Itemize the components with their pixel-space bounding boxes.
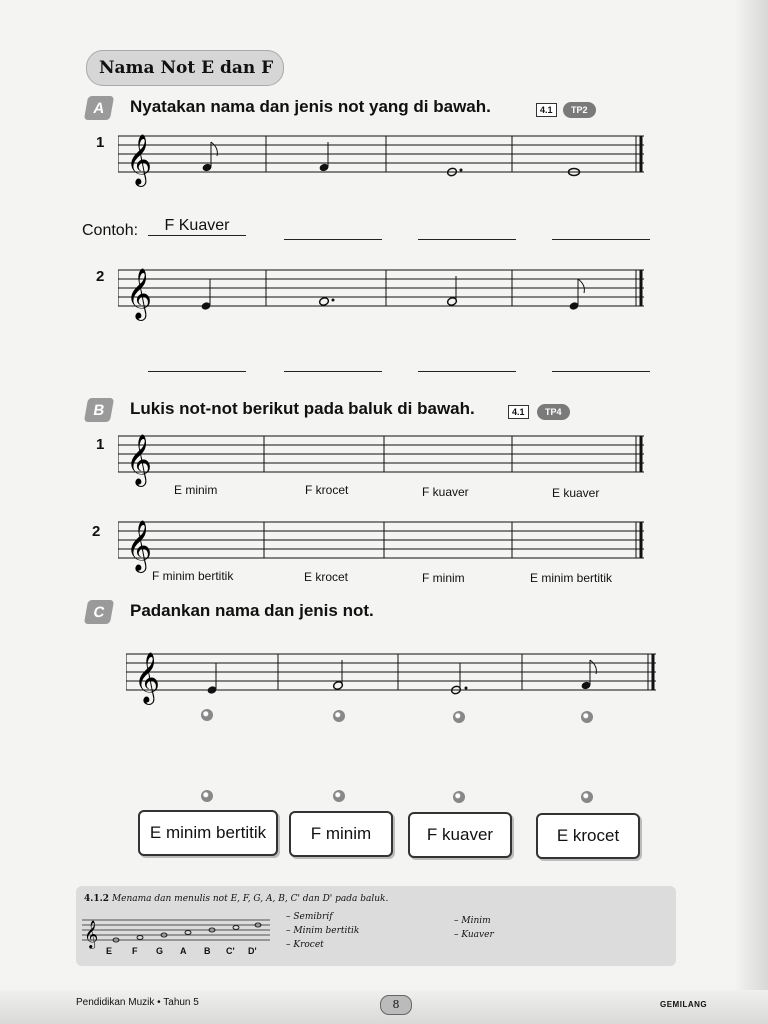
section-b-title: Lukis not-not berikut pada baluk di bawah. — [130, 399, 475, 418]
reference-note-letter: B — [204, 946, 211, 956]
answer-box[interactable]: F minim — [289, 811, 393, 857]
section-b-staff-1[interactable] — [118, 428, 646, 488]
note-f-minim — [447, 276, 458, 306]
answer-blank[interactable] — [552, 238, 650, 240]
reference-note-letter: G — [156, 946, 164, 956]
section-b-row2-label: E krocet — [304, 570, 349, 584]
page-title: Nama Not E dan F — [99, 58, 274, 78]
reference-note-letter: A — [180, 946, 187, 956]
section-b-row1-label: F krocet — [305, 483, 349, 497]
answer-blank[interactable] — [284, 238, 382, 240]
treble-clef-icon: 𝄞 — [126, 268, 153, 319]
treble-clef-icon: 𝄞 — [84, 920, 99, 948]
example-label: Contoh: — [82, 222, 139, 239]
learning-standard-description: Menama dan menulis not E, F, G, A, B, C' dan D' pada baluk. — [111, 894, 389, 904]
note-type-item: – Minim bertitik — [286, 926, 360, 936]
page-number: 8 — [380, 995, 412, 1015]
learning-standard-code: 4.1.2 — [84, 894, 110, 904]
match-dot-top[interactable] — [453, 711, 465, 723]
section-c-staff — [126, 646, 658, 706]
section-b-row1-label: E kuaver — [552, 486, 600, 500]
answer-box[interactable]: F kuaver — [408, 812, 512, 858]
answer-box[interactable]: E minim bertitik — [138, 810, 278, 856]
note-f-quaver — [202, 142, 218, 172]
note-type-item: – Semibrif — [286, 912, 333, 922]
section-a-title: Nyatakan nama dan jenis not yang di bawah. — [130, 97, 491, 116]
learning-standard-box — [76, 886, 676, 966]
match-dot-top[interactable] — [201, 709, 213, 721]
section-a-row2-number: 2 — [96, 268, 105, 285]
section-b-badge: B — [84, 398, 114, 422]
match-dot-bottom[interactable] — [333, 790, 345, 802]
section-b-row2-label: E minim bertitik — [530, 571, 613, 585]
section-a-staff-2 — [118, 262, 646, 322]
section-b-row1-label: F kuaver — [422, 485, 469, 499]
treble-clef-icon: 𝄞 — [126, 134, 153, 185]
answer-box[interactable]: E krocet — [536, 813, 640, 859]
section-b-standard-tag: 4.1 — [508, 405, 529, 419]
note-type-item: – Minim — [454, 916, 491, 926]
answer-blank[interactable] — [552, 370, 650, 372]
match-dot-top[interactable] — [581, 711, 593, 723]
page-edge-shadow — [734, 0, 768, 1024]
section-b-row1-label: E minim — [174, 483, 218, 497]
treble-clef-icon: 𝄞 — [134, 652, 161, 703]
example-answer: F Kuaver — [148, 217, 246, 236]
reference-note-letter: E — [106, 946, 113, 956]
reference-note-letter: C' — [226, 946, 235, 956]
answer-blank[interactable] — [284, 370, 382, 372]
section-a-standard-tag: 4.1 — [536, 103, 557, 117]
note-f-minim — [333, 660, 344, 690]
footer-subject: Pendidikan Muzik • Tahun 5 — [76, 997, 199, 1008]
section-c-title: Padankan nama dan jenis not. — [130, 601, 374, 620]
note-e-crotchet — [207, 663, 218, 695]
note-e-crotchet — [201, 279, 212, 311]
section-a-level-tag: TP2 — [563, 102, 596, 118]
treble-clef-icon: 𝄞 — [126, 520, 153, 571]
section-b-row2-label: F minim — [422, 571, 465, 585]
reference-note-letter: F — [132, 946, 138, 956]
match-dot-top[interactable] — [333, 710, 345, 722]
section-b-row1-number: 1 — [96, 436, 105, 453]
section-b-row2-label: F minim bertitik — [152, 569, 234, 583]
section-a-staff-1 — [118, 128, 646, 188]
match-dot-bottom[interactable] — [453, 791, 465, 803]
section-b-staff-2[interactable] — [118, 514, 646, 574]
note-type-item: – Krocet — [286, 940, 324, 950]
match-dot-bottom[interactable] — [201, 790, 213, 802]
match-dot-bottom[interactable] — [581, 791, 593, 803]
section-a-badge: A — [84, 96, 114, 120]
treble-clef-icon: 𝄞 — [126, 434, 153, 485]
section-a-row1-number: 1 — [96, 134, 105, 151]
page-title-badge — [86, 50, 284, 86]
note-type-item: – Kuaver — [454, 930, 494, 940]
section-b-level-tag: TP4 — [537, 404, 570, 420]
learning-standard-text — [84, 894, 388, 904]
answer-blank[interactable] — [148, 370, 246, 372]
reference-note-letter: D' — [248, 946, 257, 956]
note-f-dotted-minim — [319, 297, 335, 307]
note-f-crotchet — [319, 142, 330, 172]
note-f-quaver — [581, 660, 597, 690]
section-b-row2-number: 2 — [92, 523, 101, 540]
section-c-badge: C — [84, 600, 114, 624]
answer-blank[interactable] — [418, 370, 516, 372]
answer-blank[interactable] — [418, 238, 516, 240]
publisher-logo: GEMILANG — [660, 1000, 708, 1009]
